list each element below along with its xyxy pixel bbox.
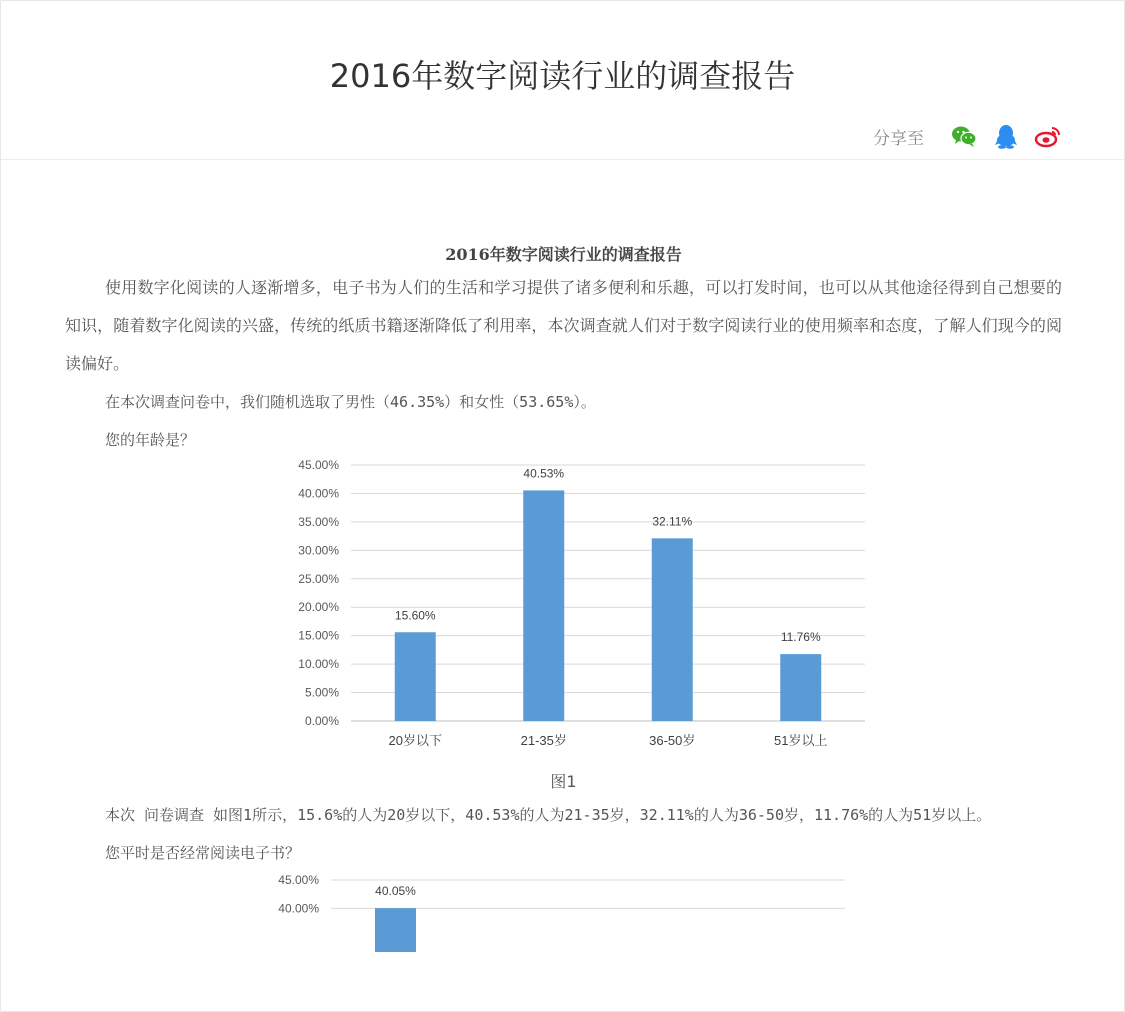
share-bar — [873, 122, 1062, 150]
x-tick-label: 20岁以下 — [388, 733, 442, 748]
y-tick-label: 40.00% — [298, 486, 339, 501]
bar — [523, 490, 564, 721]
y-tick-label: 35.00% — [298, 514, 339, 529]
page-title: 2016年数字阅读行业的调查报告 — [329, 57, 796, 95]
article-body — [65, 241, 1062, 956]
weibo-icon[interactable] — [1034, 122, 1062, 150]
age-result-paragraph: 本次 问卷调查 如图1所示，15.6%的人为20岁以下，40.53%的人为21-35岁，32.11%的人为36-50岁，11.76%的人为51岁以上。 — [105, 806, 992, 824]
y-tick-label: 15.00% — [298, 628, 339, 643]
frequency-bar-chart — [65, 872, 1062, 952]
x-tick-label: 36-50岁 — [649, 733, 696, 748]
age-chart-block — [65, 459, 1062, 796]
y-tick-label: 25.00% — [298, 571, 339, 586]
y-tick-label: 40.00% — [278, 901, 319, 916]
y-tick-label: 30.00% — [298, 543, 339, 558]
y-tick-label: 20.00% — [298, 600, 339, 615]
data-label: 15.60% — [394, 608, 436, 623]
y-tick-label: 45.00% — [298, 459, 339, 472]
data-label: 40.05% — [375, 884, 416, 899]
qq-icon[interactable] — [992, 122, 1020, 150]
y-tick-label: 5.00% — [304, 685, 339, 700]
bar — [375, 908, 416, 952]
age-question: 您的年龄是？ — [105, 431, 196, 449]
x-tick-label: 51岁以上 — [774, 733, 828, 748]
page-header — [1, 1, 1124, 160]
wechat-icon[interactable] — [950, 122, 978, 150]
bar — [395, 632, 436, 721]
y-tick-label: 45.00% — [278, 873, 319, 887]
y-tick-label: 0.00% — [304, 714, 339, 728]
frequency-question: 您平时是否经常阅读电子书？ — [105, 844, 301, 862]
intro-paragraph: 使用数字化阅读的人逐渐增多，电子书为人们的生活和学习提供了诸多便利和乐趣，可以打发时间，也可以从其他途径得到自己想要的知识，随着数字化阅读的兴盛，传统的纸质书籍逐渐降低了利用率，本次调查就人们对于数字阅读行业的使用频率和态度，了解人们现今的阅读偏好。 — [65, 278, 1062, 373]
bar — [780, 654, 821, 721]
data-label: 40.53% — [523, 466, 565, 481]
figure-caption: 图1 — [550, 772, 577, 791]
data-label: 32.11% — [652, 514, 693, 529]
x-tick-label: 21-35岁 — [520, 733, 567, 748]
gender-paragraph: 在本次调查问卷中，我们随机选取了男性（46.35%）和女性（53.65%）。 — [105, 393, 596, 411]
age-bar-chart — [65, 459, 1062, 764]
share-label: 分享至 — [873, 128, 924, 149]
data-label: 11.76% — [780, 630, 821, 645]
y-tick-label: 10.00% — [298, 657, 339, 672]
article-title: 2016年数字阅读行业的调查报告 — [445, 245, 682, 264]
bar — [652, 538, 693, 721]
frequency-chart-block — [65, 872, 1062, 956]
